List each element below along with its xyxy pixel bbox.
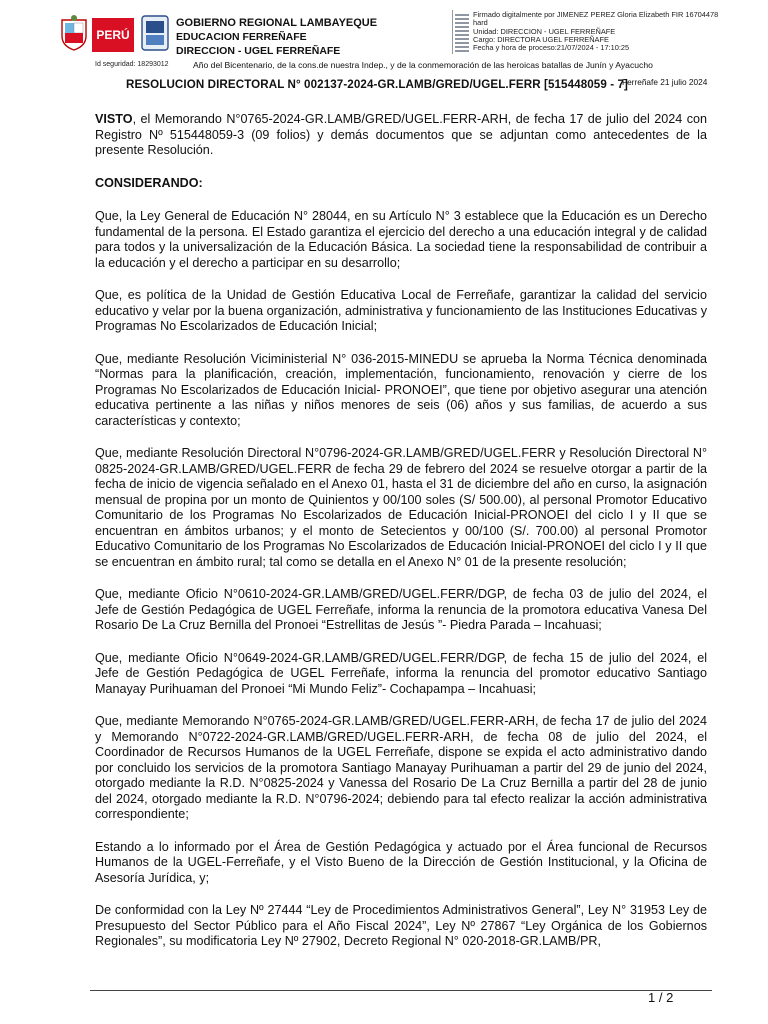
resolution-title: RESOLUCION DIRECTORAL N° 002137-2024-GR.LAMB/GRED/UGEL.FERR [515448059 - 7] (126, 78, 628, 91)
org-unit: EDUCACION FERREÑAFE (176, 31, 307, 43)
visto-label: VISTO (95, 112, 133, 126)
paragraph-2: Que, es política de la Unidad de Gestión Educativa Local de Ferreñafe, garantizar la calidad del servicio educativo y velar por la buena organización, administrativa y funcionamiento de las Instituciones Educativas y Programas No Escolarizados de Educación Inicial; (95, 288, 707, 333)
paragraph-4: Que, mediante Resolución Directoral N°0796-2024-GR.LAMB/GRED/UGEL.FERR y Resolución Directoral N° 0825-2024-GR.LAMB/GRED/UGEL.FERR de fecha 29 de febrero del 2024 se resuelve otorgar a partir de la fecha de inicio de vigencia señalado en el Anexo 01, hasta el 31 de diciembre del año en curso, la asignación mensual de propina por un monto de Quinientos y 00/100 soles (S/ 500.00), al personal Promotor Educativo Comunitario de los Programas No Escolarizados de Educación Inicial-PRONOEI del ciclo I y II que se encuentran en ámbitos urbanos; y el monto de Setecientos y 00/100 (S/. 700.00) al personal Promotor Educativo Comunitario de los Programas No Escolarizados de Educación Inicial-PRONOEI del ciclo I y II que se encuentran en ámbito rural; tal como se detalla en el Anexo N° 01 de la presente resolución; (95, 446, 707, 569)
paragraph-6: Que, mediante Oficio N°0649-2024-GR.LAMB/GRED/UGEL.FERR/DGP, de fecha 15 de julio del 2024, el Jefe de Gestión Pedagógica de UGEL Ferreñafe, informa la renuncia del promotor educativo Santiago Manayay Purihuaman del Pronoei “Mi Mundo Feliz”- Cochapampa – Incahuasi; (95, 650, 707, 696)
national-shield-icon (58, 14, 90, 52)
peru-logo: PERÚ (92, 18, 134, 52)
page-number: 1 / 2 (648, 990, 674, 1005)
footer-divider (90, 990, 712, 991)
regional-emblem-icon (140, 14, 170, 52)
paragraph-5: Que, mediante Oficio N°0610-2024-GR.LAMB/GRED/UGEL.FERR/DGP, de fecha 03 de julio del 2024, el Jefe de Gestión Pedagógica de UGEL Ferreñafe, informa la renuncia de la promotora educativa Vanesa Del Rosario De La Cruz Bernilla del Pronoei “Estrellitas de Jesús ”- Piedra Parada – Incahuasi; (95, 587, 707, 632)
signature-timestamp: Fecha y hora de proceso:21/07/2024 - 17:10:25 (473, 43, 630, 53)
org-direction: DIRECCION - UGEL FERREÑAFE (176, 45, 341, 57)
visto-paragraph (95, 112, 707, 159)
organization-block (176, 16, 377, 58)
paragraph-8: Estando a lo informado por el Área de Gestión Pedagógica y actuado por el Área funcional de Recursos Humanos de la UGEL-Ferreñafe, y el Visto Bueno de la Dirección de Gestión Institucional, y la Oficina de Asesoría Jurídica, y; (95, 839, 707, 885)
signature-unit: Unidad: DIRECCION - UGEL FERREÑAFE (473, 26, 616, 36)
paragraph-7: Que, mediante Memorando N°0765-2024-GR.LAMB/GRED/UGEL.FERR-ARH, de fecha 17 de julio del 2024 y Memorando N°0722-2024-GR.LAMB/GRED/UGEL.FERR-ARH, de fecha 08 de julio del 2024, el Coordinador de Recursos Humanos de la UGEL Ferreñafe, dispone se expida el acto administrativo dando por concluido los servicios de la promotora Santiago Manayay Purihuaman a partir del 29 de junio del 2024, otorgado mediante la R.D. N°0825-2024 y Vanessa del Rosario De La Cruz Bernilla a partir del 28 de junio del 2024, otorgado mediante la R.D. N°0796-2024; debiendo para tal efecto realizar la acción administrativa correspondiente; (95, 714, 707, 821)
digital-signature-text (473, 11, 735, 52)
paragraph-3: Que, mediante Resolución Viciministerial N° 036-2015-MINEDU se aprueba la Norma Técnica denominada “Normas para la planificación, creación, implementación, funcionamiento, renovación y cierre de los Programas No Escolarizados de Educación Inicial- PRONOEI”, que tiene por objetivo asegurar una atención educativa pertinente a las niñas y niños menores de seis (06) años y sus familias, de acuerdo a sus características y contexto; (95, 351, 707, 428)
org-name: GOBIERNO REGIONAL LAMBAYEQUE (176, 17, 378, 29)
city-date: Ferreñafe 21 julio 2024 (622, 77, 708, 87)
paragraph-1: Que, la Ley General de Educación N° 28044, en su Artículo N° 3 establece que la Educación es un Derecho fundamental de la persona. El Estado garantiza el ejercicio del derecho a una educación integral y de calidad para todos y la universalización de la Educación Básica. La sociedad tiene la responsabilidad de contribuir a la educación y el derecho a participar en su desarrollo; (95, 209, 707, 270)
visto-text: , el Memorando N°0765-2024-GR.LAMB/GRED/UGEL.FERR-ARH, de fecha 17 de julio del 2024 con Registro Nº 515448059-3 (09 folios) y demás documentos que se adjuntan como antecedentes de la presente Resolución. (95, 112, 707, 157)
security-id: Id seguridad: 18293012 (95, 61, 169, 68)
paragraph-9: De conformidad con la Ley Nº 27444 “Ley de Procedimientos Administrativos General”, Ley N° 31953 Ley de Presupuesto del Sector Público para el Año Fiscal 2024”, Ley Nº 27867 “Ley Orgánica de los Gobiernos Regionales”, su modificatoria Ley Nº 27902, Decreto Regional N° 020-2018-GR.LAMB/PR, (95, 903, 707, 948)
signature-qr-icon (455, 12, 469, 52)
signature-signer: Firmado digitalmente por JIMENEZ PEREZ Gloria Elizabeth FIR 16704478 (473, 10, 719, 19)
signature-role: Cargo: DIRECTORA UGEL FERREÑAFE (473, 34, 609, 44)
document-body (95, 112, 707, 967)
signature-type: hard (473, 18, 488, 28)
considerando-heading: CONSIDERANDO: (95, 175, 203, 190)
year-motto: Año del Bicentenario, de la cons.de nuestra Indep., y de la conmemoración de las heroicas batallas de Junín y Ayacucho (193, 60, 653, 70)
